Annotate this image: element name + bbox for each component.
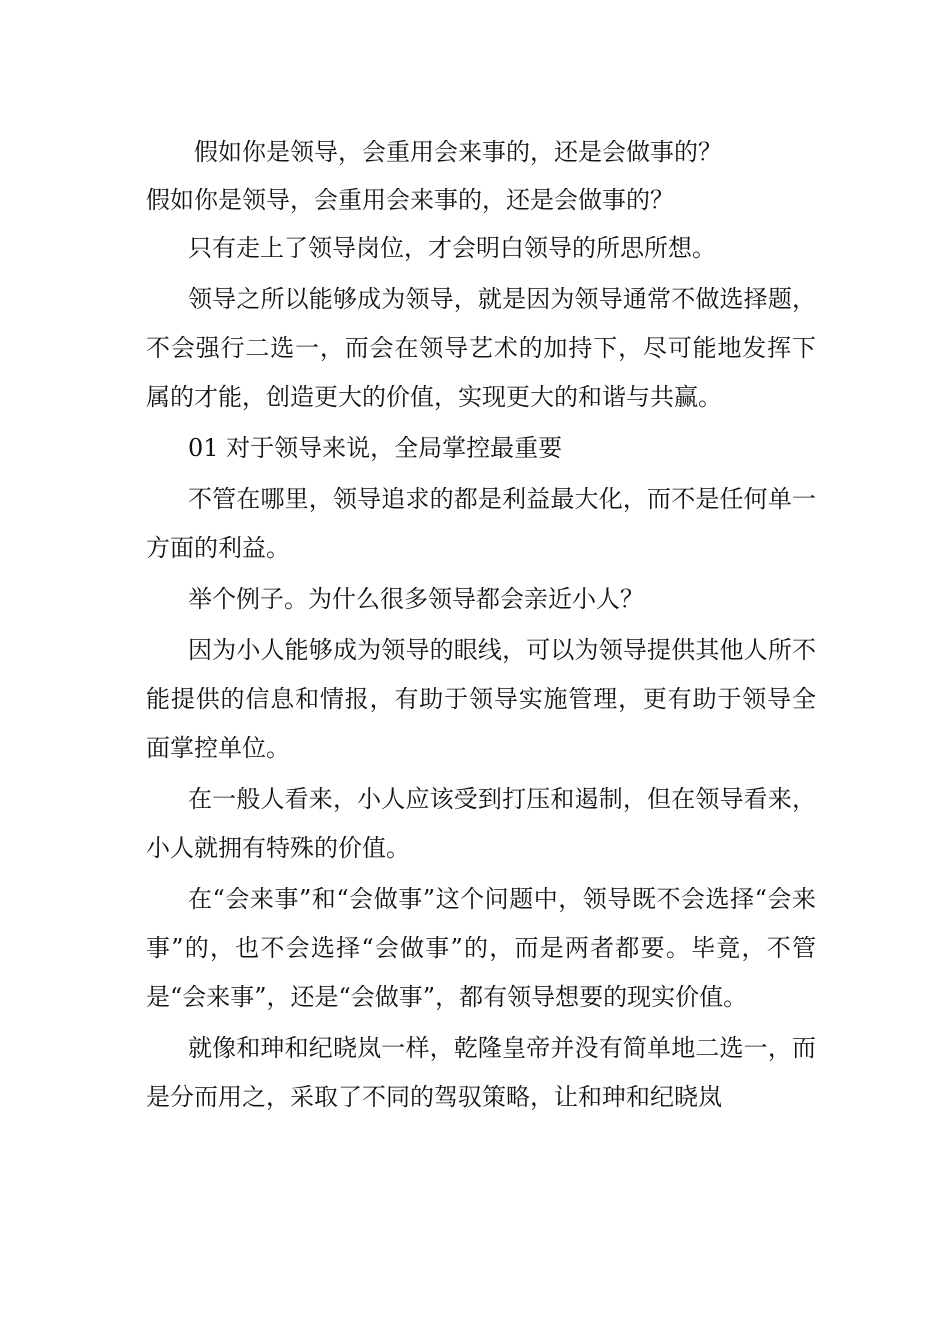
paragraph: 不管在哪里，领导追求的都是利益最大化，而不是任何单一方面的利益。	[146, 485, 816, 562]
paragraph: 在“会来事”和“会做事”这个问题中，领导既不会选择“会来事”的，也不会选择“会做事”的，而是两者都要。毕竟，不管是“会来事”，还是“会做事”，都有领导想要的现实价值。	[146, 885, 816, 1011]
paragraph: 就像和珅和纪晓岚一样，乾隆皇帝并没有简单地二选一，而是分而用之，采取了不同的驾驭策略，让和珅和纪晓岚	[146, 1034, 816, 1111]
paragraph: 只有走上了领导岗位，才会明白领导的所思所想。	[188, 234, 716, 262]
paragraph: 举个例子。为什么很多领导都会亲近小人？	[188, 585, 644, 613]
paragraph: 在一般人看来，小人应该受到打压和遏制，但在领导看来，小人就拥有特殊的价值。	[146, 785, 816, 862]
document-subtitle: 假如你是领导，会重用会来事的，还是会做事的？	[146, 186, 674, 214]
paragraph: 领导之所以能够成为领导，就是因为领导通常不做选择题，不会强行二选一，而会在领导艺术的加持下，尽可能地发挥下属的才能，创造更大的价值，实现更大的和谐与共赢。	[146, 285, 816, 411]
document-title: 假如你是领导，会重用会来事的，还是会做事的？	[194, 138, 722, 166]
paragraph: 因为小人能够成为领导的眼线，可以为领导提供其他人所不能提供的信息和情报，有助于领导实施管理，更有助于领导全面掌控单位。	[146, 636, 816, 762]
section-heading: 01 对于领导来说，全局掌控最重要	[188, 434, 563, 462]
document-body	[146, 128, 816, 1124]
